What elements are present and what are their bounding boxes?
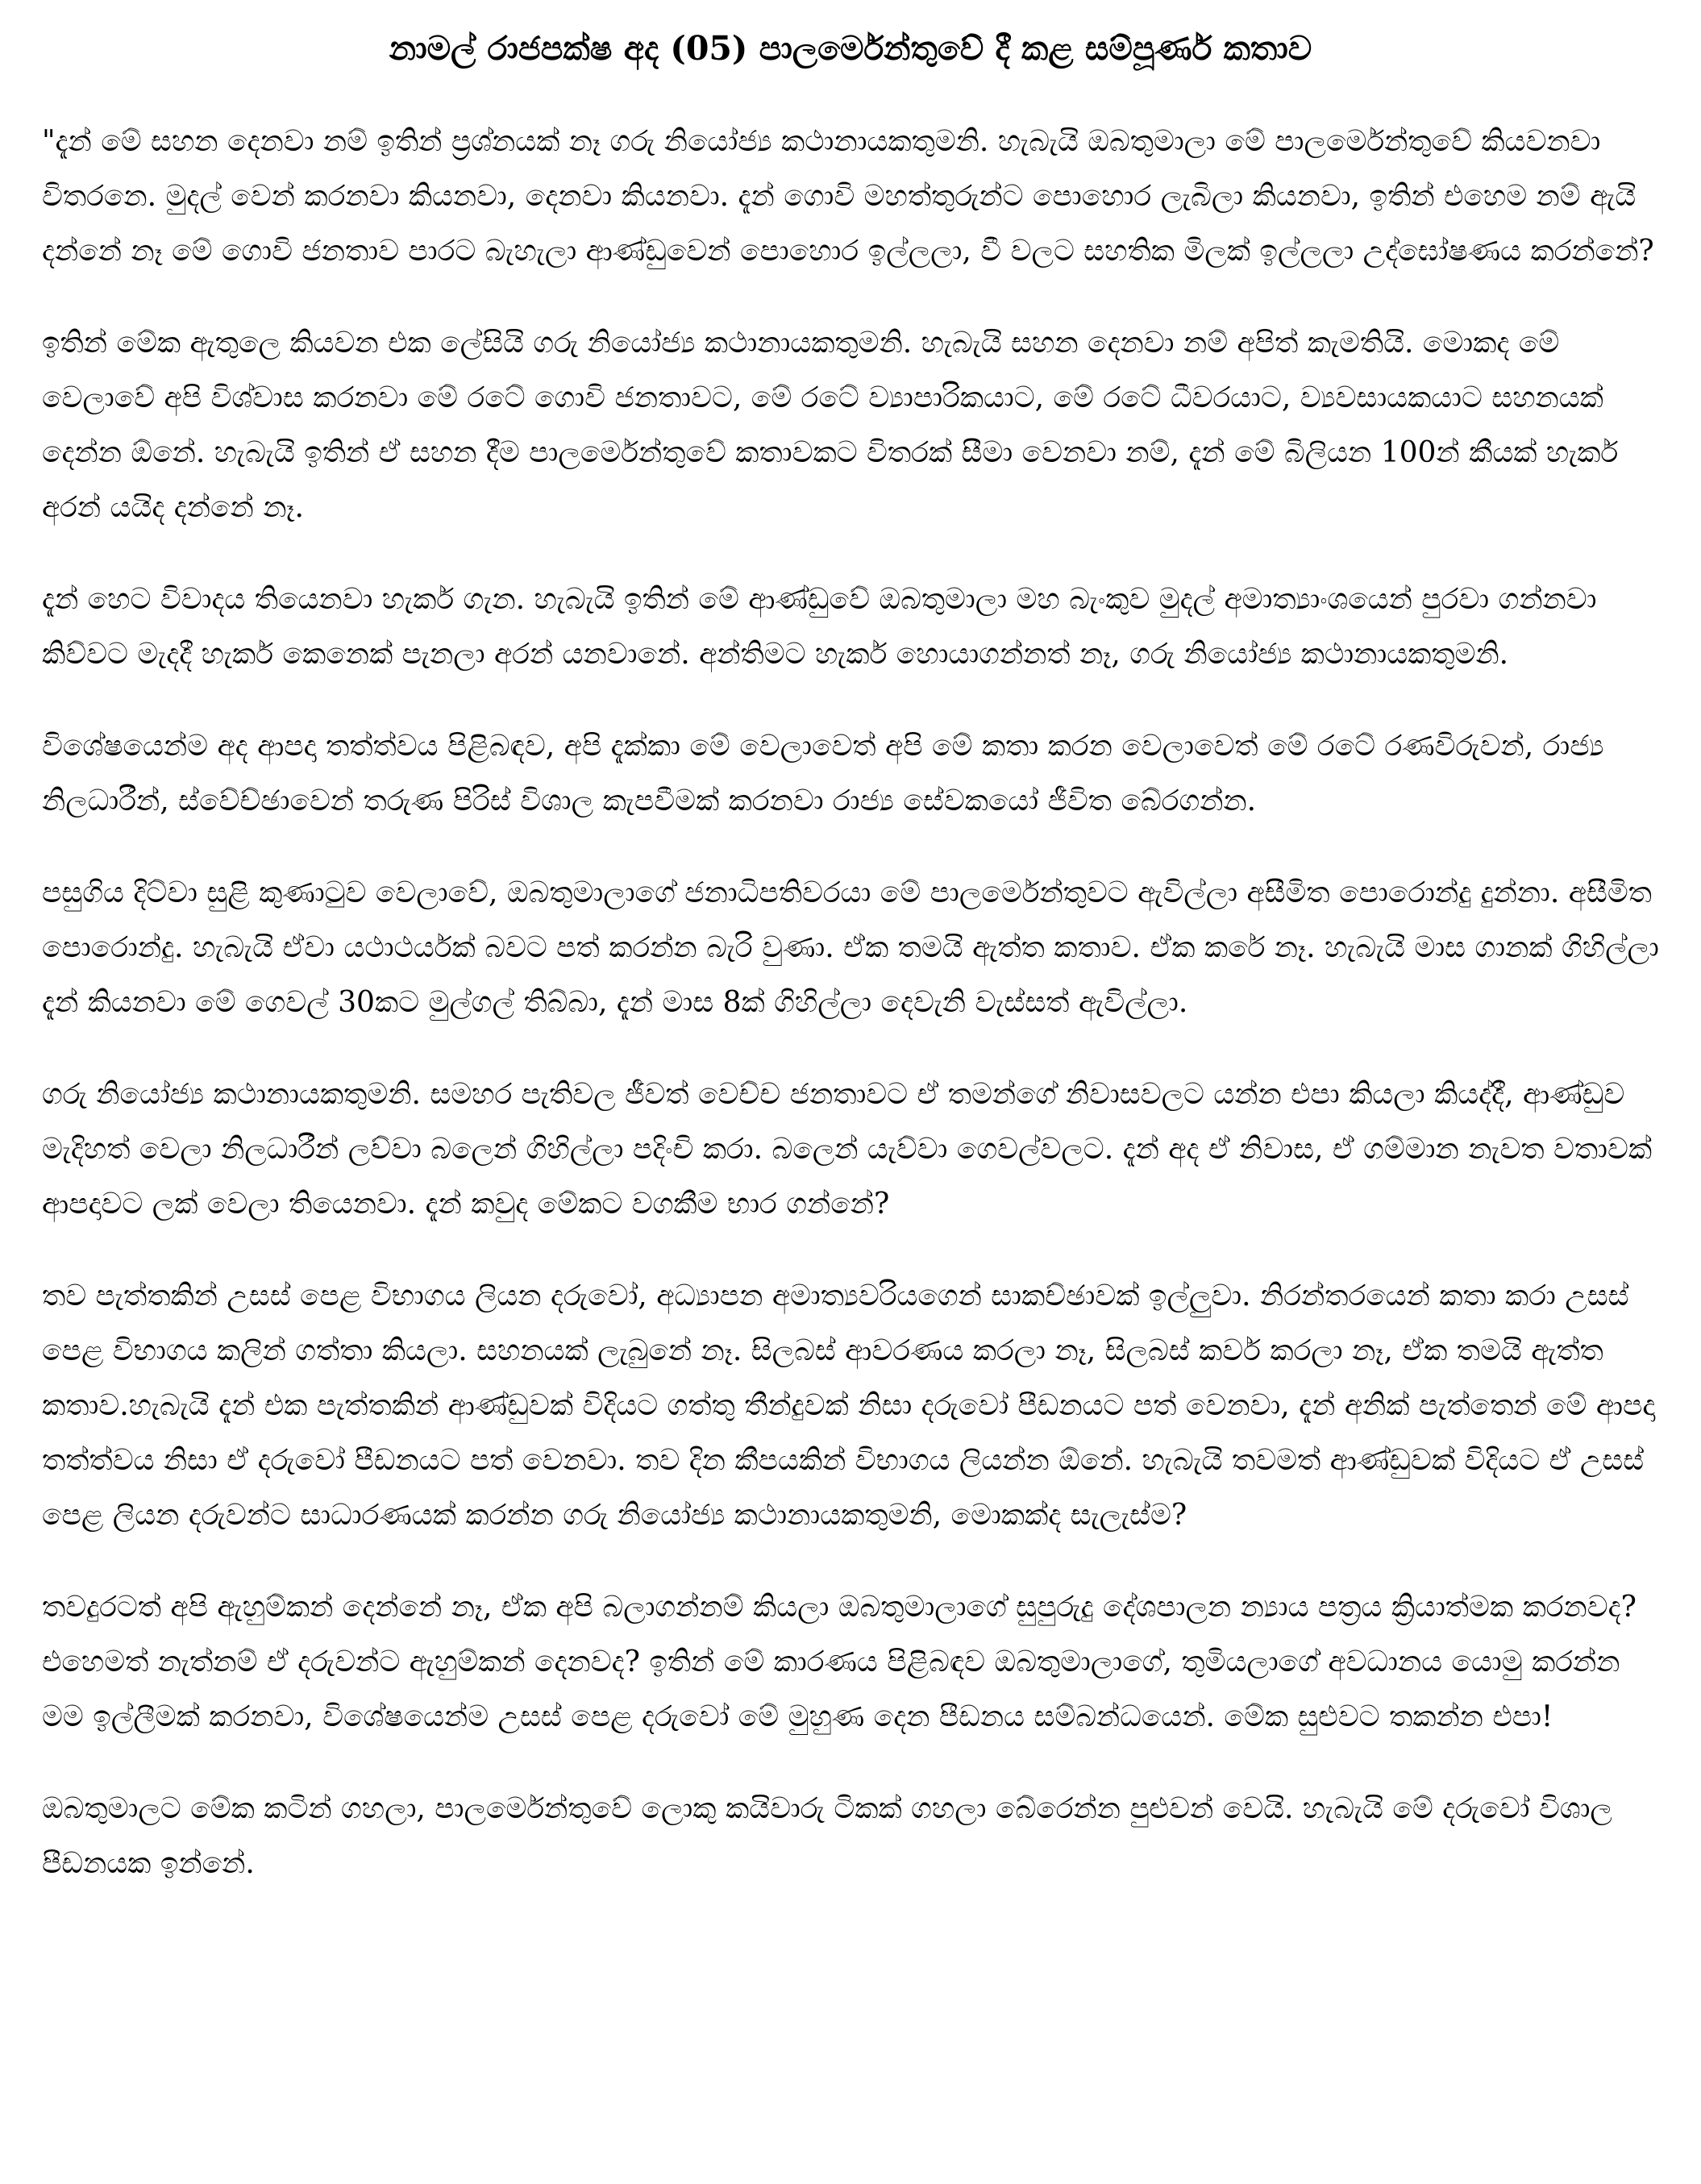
document-title: නාමල් රාජපක්ෂ අද (05) පාලර්මෙන්තුවේ දී කළ සම්පූණර් කතාව: [389, 29, 1312, 68]
paragraph-9: ඔබතුමාලට මේක කටින් ගහලා, පාලර්මෙන්තුවේ ලොකු කයිවාරු ටිකක් ගහලා බේරෙන්න පුළුවන් වෙයි. හැබැයි මේ දරුවෝ විශාල පීඩනයක ඉන්නේ.: [42, 1792, 1612, 1880]
paragraph-4: විශේෂයෙන්ම අද ආපදා තත්ත්වය පිළිබඳව, අපි දැක්කා මේ වෙලාවෙත් අපි මේ කතා කරන වෙලාවෙත් මේ රටේ රණවිරුවන්, රාජ්‍ය නිලධාරීන්, ස්වේච්ඡාවෙන් තරුණ පිරිස් විශාල කැපවීමක් කරනවා රාජ්‍ය සේවකයෝ ජීවිත බේරගන්න.: [42, 730, 1604, 817]
paragraph-6: ගරු නියෝජ්‍ය කථානායකතුමනි. සමහර පැතිවල ජීවත් වෙච්ච ජනතාවට ඒ තමන්ගේ නිවාසවලට යන්න එපා කියලා කියද්දී, ආණ්ඩුව මැදිහත් වෙලා නිලධාරීන් ලව්වා බලෙන් ගිහිල්ලා පදිංචි කරා. බලෙන් යැව්වා ගෙවල්වලට. දැන් අද ඒ නිවාස, ඒ ගම්මාන නැවත වතාවක් ආපදාවට ලක් වෙලා තියෙනවා. දැන් කවුද මේකට වගකීම භාර ගන්නේ?: [42, 1078, 1653, 1221]
paragraph-5: පසුගිය දිට්වා සුළි කුණාටුව වෙලාවේ, ඔබතුමාලාගේ ජනාධිපතිවරයා මේ පාලර්මෙන්තුවට ඇවිල්ලා අසීමිත පොරොන්දු දුන්නා. අසීමිත පොරොන්දු. හැබැයි ඒවා යථාථර්යක් බවට පත් කරන්න බැරි වුණා. ඒක තමයි ඇත්ත කතාව. ඒක කරේ නෑ. හැබැයි මාස ගානක් ගිහිල්ලා දැන් කියනවා මේ ගෙවල් 30කට මුල්ගල් තිබ්බා, දැන් මාස 8ක් ගිහිල්ලා දෙවැනි වැස්සත් ඇවිල්ලා.: [42, 876, 1659, 1019]
document-page: [42, 27, 1659, 1891]
paragraph-7: තව පැත්තකින් උසස් පෙළ විභාගය ලියන දරුවෝ, අධ්‍යාපන අමාත්‍යවරියගෙන් සාකච්ඡාවක් ඉල්ලුවා. නිරන්තරයෙන් කතා කරා උසස් පෙළ විභාගය කලින් ගත්තා කියලා. සහනයක් ලැබුනේ නෑ. සිලබස් ආවරණය කරලා නෑ, සිලබස් කවර් කරලා නෑ, ඒක තමයි ඇත්ත කතාව.හැබැයි දැන් එක පැත්තකින් ආණ්ඩුවක් විදියට ගත්තු තීන්දුවක් නිසා දරුවෝ පීඩනයට පත් වෙනවා, දැන් අනික් පැත්තෙන් මේ ආපදා තත්ත්වය නිසා ඒ දරුවෝ පීඩනයට පත් වෙනවා. තව දින කීපයකින් විභාගය ලියන්න ඕනේ. හැබැයි තවමත් ආණ්ඩුවක් විදියට ඒ උසස් පෙළ ලියන දරුවන්ට සාධාරණයක් කරන්න ගරු නියෝජ්‍ය කථානායකතුමනි, මොකක්ද සැලැස්ම?: [42, 1279, 1656, 1532]
paragraph-3: දැන් හෙට විවාදය තියෙනවා හැකර් ගැන. හැබැයි ඉතින් මේ ආණ්ඩුවේ ඔබතුමාලා මහ බැංකුව මුදල් අමාත්‍යාංශයෙන් පුරවා ගන්නවා කිව්වට මැදදී හැකර් කෙනෙක් පැනලා අරන් යනවානේ. අන්තිමට හැකර් හොයාගන්නත් නෑ, ගරු නියෝජ්‍ය කථානායකතුමනි.: [42, 583, 1597, 671]
paragraph-1: "දැන් මේ සහන දෙනවා නම් ඉතින් ප්‍රශ්නයක් නෑ ගරු නියෝජ්‍ය කථානායකතුමනි. හැබැයි ඔබතුමාලා මේ පාලර්මෙන්තුවේ කියවනවා විතරනෙ. මුදල් වෙන් කරනවා කියනවා, දෙනවා කියනවා. දැන් ගොවි මහත්තුරුන්ට පොහොර ලැබිලා කියනවා, ඉතින් එහෙම නම් ඇයි දන්නේ නෑ මේ ගොවි ජනතාව පාරට බැහැලා ආණ්ඩුවෙන් පොහොර ඉල්ලලා, වී වලට සහතික මිලක් ඉල්ලලා උද්ඝෝෂණය කරන්නේ?: [42, 125, 1654, 268]
paragraph-2: ඉතින් මේක ඇතුලෙ කියවන එක ලේසියි ගරු නියෝජ්‍ය කථානායකතුමනි. හැබැයි සහන දෙනවා නම් අපිත් කැමතියි. මොකද මේ වෙලාවේ අපි විශ්වාස කරනවා මේ රටේ ගොවි ජනතාවට, මේ රටේ ව්‍යාපාරිකයාට, මේ රටේ ධීවරයාට, ව්‍යවසායකයාට සහනයක් දෙන්න ඕනේ. හැබැයි ඉතින් ඒ සහන දීම පාලර්මෙන්තුවේ කතාවකට විතරක් සීමා වෙනවා නම්, දැන් මේ බිලියන 100න් කීයක් හැකර් අරන් යයිද දන්නේ නෑ.: [42, 327, 1619, 524]
paragraph-8: තවදුරටත් අපි ඇහුම්කන් දෙන්නේ නෑ, ඒක අපි බලාගන්නම් කියලා ඔබතුමාලාගේ සුපුරුදු දේශපාලන න්‍යාය පත්‍රය ක්‍රියාත්මක කරනවද? එහෙමත් නැත්නම් ඒ දරුවන්ට ඇහුම්කන් දෙනවද? ඉතින් මේ කාරණය පිළිබඳව ඔබතුමාලාගේ, තුමියලාගේ අවධානය යොමු කරන්න මම ඉල්ලීමක් කරනවා, විශේෂයෙන්ම උසස් පෙළ දරුවෝ මේ මුහුණ දෙන පීඩනය සම්බන්ධයෙන්. මේක සුළුවට තකන්න එපා!: [42, 1591, 1637, 1733]
